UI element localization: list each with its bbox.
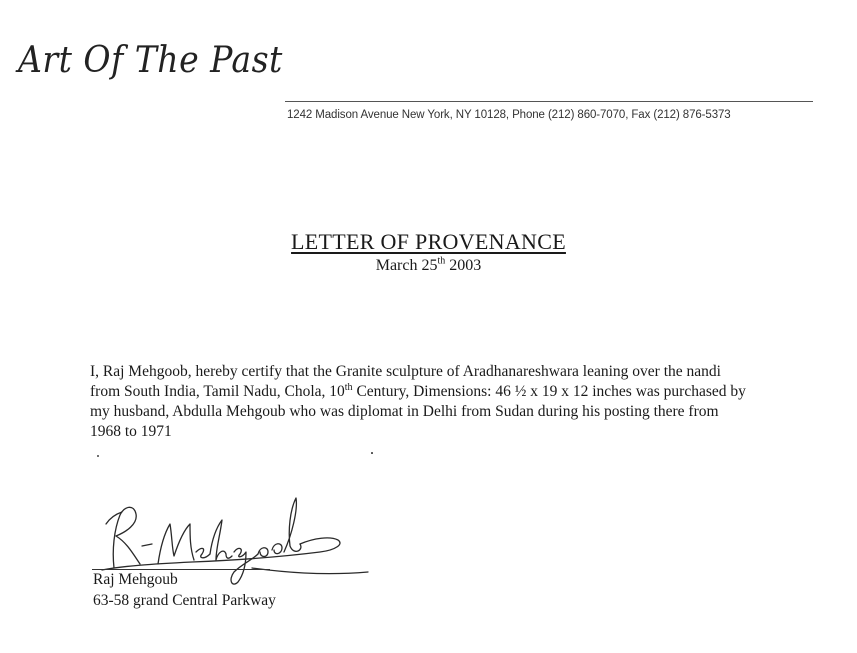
company-address: 1242 Madison Avenue New York, NY 10128, Phone (212) 860-7070, Fax (212) 876-5373 [287, 109, 731, 121]
stray-mark [97, 455, 99, 457]
stray-mark [371, 452, 373, 454]
company-logo [18, 40, 283, 81]
date-year: 2003 [445, 257, 482, 274]
century-ordinal: th [344, 381, 353, 393]
letter-date [0, 257, 857, 275]
signer-name: Raj Mehgoub [93, 571, 178, 588]
signature-line [92, 569, 270, 570]
body-part-2: Century, Dimensions: 46 ½ x 19 x 12 inches was purchased by my husband, Abdulla Mehgoub who was diplomat in Delhi from Sudan during his posting there from 1968 to 1971 [90, 383, 746, 440]
date-ordinal: th [437, 255, 446, 267]
header-divider [285, 101, 813, 102]
signer-address: 63-58 grand Central Parkway [93, 592, 276, 609]
body-part-1: I, Raj Mehgoob, hereby certify that the Granite sculpture of Aradhanareshwara leaning over the nandi from South India, Tamil Nadu, Chola, 10 [90, 363, 721, 400]
certification-paragraph [90, 362, 750, 442]
date-prefix: March 25 [375, 257, 438, 274]
logo-text: Art Of The Past [18, 40, 283, 81]
letter-title: LETTER OF PROVENANCE [291, 229, 566, 254]
